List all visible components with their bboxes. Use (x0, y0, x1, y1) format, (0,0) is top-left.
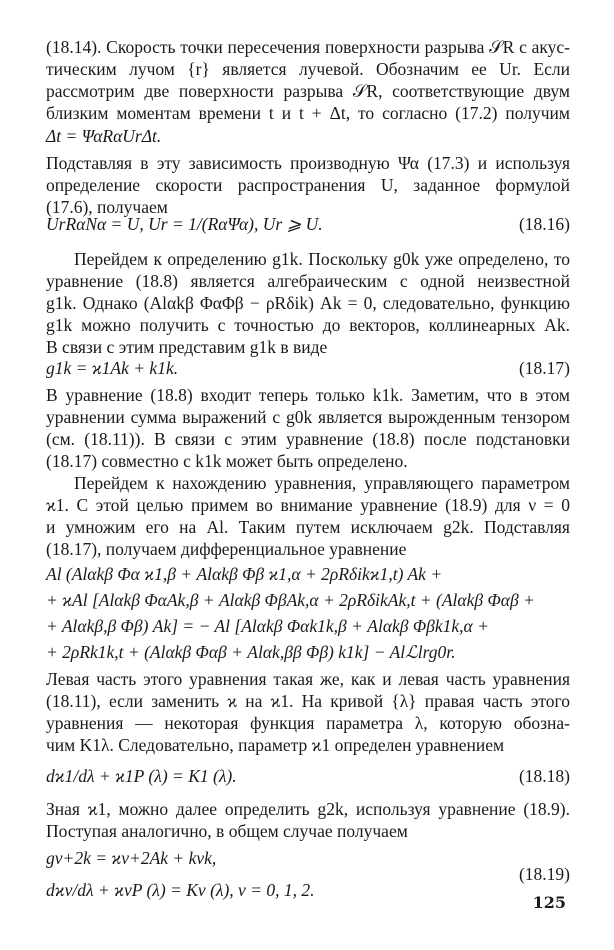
text-line: В связи с этим представим g1k в виде (46, 337, 328, 357)
text-line: (18.14). Скорость точки пересечения поверхности разрыва 𝒮R с акус- (46, 37, 570, 57)
text-line: уравнение (18.8) является алгебраическим с одной неизвестной (46, 271, 570, 291)
equation-line: gν+2k = ϰν+2Ak + kνk, (46, 848, 217, 868)
text-line: и умножим его на Al. Таким путем исключаем g2k. Подставляя (46, 517, 570, 537)
text-line: определение скорости распространения U, заданное формулой (46, 175, 570, 195)
text-line: Перейдем к определению g1k. Поскольку g0k уже определено, то (74, 249, 570, 269)
equation-18-18: dϰ1/dλ + ϰ1P (λ) = K1 (λ). (46, 766, 237, 786)
equation-line: Al (Alαkβ Φα ϰ1,β + Alαkβ Φβ ϰ1,α + 2ρRδikϰ1,t) Ak + (46, 564, 443, 584)
text-line: рассмотрим две поверхности разрыва 𝒮R, соответствующие двум (46, 81, 570, 101)
text-line: Левая часть этого уравнения такая же, как и левая часть уравнения (46, 669, 570, 689)
equation-18-16: UrRαNα = U, Ur = 1/(RαΨα), Ur ⩾ U. (46, 214, 323, 234)
equation-line: + Alαkβ,β Φβ) Ak] = − Al [Alαkβ Φαk1k,β + Alαkβ Φβk1k,α + (46, 616, 489, 636)
text-line: ϰ1. С этой целью примем во внимание уравнение (18.9) для ν = 0 (46, 495, 570, 515)
text-line: Поступая аналогично, в общем случае получаем (46, 821, 408, 841)
text-line: чим K1λ. Следовательно, параметр ϰ1 определен уравнением (46, 735, 505, 755)
equation-number: (18.16) (518, 214, 570, 234)
equation-number: (18.18) (518, 766, 570, 786)
text-line: Зная ϰ1, можно далее определить g2k, используя уравнение (18.9). (46, 799, 570, 819)
equation-number: (18.17) (518, 358, 570, 378)
text-line: (18.17) совместно с k1k может быть определено. (46, 451, 408, 471)
equation: Δt = ΨαRαUrΔt. (46, 126, 162, 146)
text-line: g1k можно получить с точностью до векторов, коллинеарных Ak. (46, 315, 570, 335)
text-line: Подставляя в эту зависимость производную Ψα (17.3) и используя (46, 153, 570, 173)
text-line: В уравнение (18.8) входит теперь только k1k. Заметим, что в этом (46, 385, 570, 405)
page-number: 125 (532, 893, 566, 912)
text-line: (см. (18.11)). В связи с этим уравнение (18.8) после подстановки (46, 429, 570, 449)
equation-line: dϰν/dλ + ϰνP (λ) = Kν (λ), ν = 0, 1, 2. (46, 880, 315, 900)
text-line: (17.6), получаем (46, 197, 168, 217)
equation-line: + ϰAl [Alαkβ ΦαAk,β + Alαkβ ΦβAk,α + 2ρRδikAk,t + (Alαkβ Φαβ + (46, 590, 535, 610)
text-line: близким моментам времени t и t + Δt, то согласно (17.2) получим (46, 103, 570, 123)
text-line: уравнении сумма выражений с g0k является вырожденным тензором (46, 407, 570, 427)
equation-line: + 2ρRk1k,t + (Alαkβ Φαβ + Alαk,ββ Φβ) k1k] − Alℒlrg0r. (46, 642, 456, 662)
text-line: (18.11), если заменить ϰ на ϰ1. На кривой {λ} правая часть этого (46, 691, 570, 711)
equation-18-17: g1k = ϰ1Ak + k1k. (46, 358, 179, 378)
equation-number: (18.19) (518, 864, 570, 884)
text-line: тическим лучом {r} является лучевой. Обозначим ее Ur. Если (46, 59, 570, 79)
text-line: Перейдем к нахождению уравнения, управляющего параметром (74, 473, 570, 493)
text-line: уравнения — некоторая функция параметра λ, которую обозна- (46, 713, 570, 733)
text-line: (18.17), получаем дифференциальное уравнение (46, 539, 407, 559)
text-line: g1k. Однако (Alαkβ ΦαΦβ − ρRδik) Ak = 0, следовательно, функцию (46, 293, 570, 313)
